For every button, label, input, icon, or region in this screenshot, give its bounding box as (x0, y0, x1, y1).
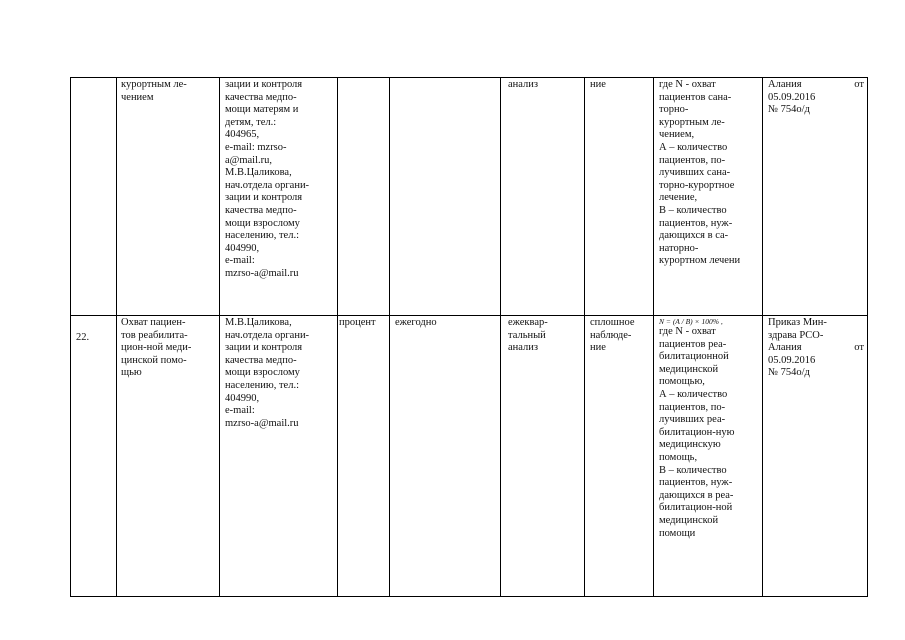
calculation-cell (654, 78, 763, 316)
document-line-3-right: от (854, 342, 864, 354)
indicator-name-cell: курортным ле- чением (117, 78, 220, 316)
calculation-text: где N - охват пациентов сана- торно- курортным ле- чением, А – количество пациентов, по- лучивших сана- торно-курортное лечение, В – количество пациентов, нуж- дающихся в са- наторно- курортном лечени (659, 79, 741, 267)
reporting-cell: ежеквар- тальный анализ (501, 316, 585, 597)
table-row (71, 316, 868, 597)
document-rest: 05.09.2016 № 754о/д (768, 354, 816, 379)
unit-cell (338, 78, 390, 316)
reporting-cell: анализ (501, 78, 585, 316)
periodicity-cell: ежегодно (390, 316, 501, 597)
document-cell (763, 316, 868, 597)
document-line-3: Алания (768, 342, 802, 354)
row-number-cell (71, 78, 117, 316)
document-line-1: Приказ Мин- (768, 317, 827, 328)
document-line-1: Алания (768, 79, 802, 90)
table-row (71, 78, 868, 316)
document-line-3-row (768, 342, 864, 355)
formula: N = (A / B) × 100% , (659, 317, 723, 326)
calculation-cell (654, 316, 763, 597)
unit-cell: процент (338, 316, 390, 597)
indicators-table (70, 77, 868, 597)
calculation-text: где N - охват пациентов реа- билитационной медицинской помощью, А – количество пациентов, по- лучивших реа- билитацион-ную медицинскую помощь, В – количество пациентов, нуж- дающихся в реа- билитацион-ной медицинской помощи (659, 326, 735, 539)
method-cell: сплошное наблюде- ние (585, 316, 654, 597)
document-line-2: здрава РСО- (768, 329, 824, 341)
document-cell (763, 78, 868, 316)
periodicity-cell (390, 78, 501, 316)
document-line-1-right: от (854, 79, 864, 90)
document-first-line (768, 79, 864, 92)
indicator-name-cell: Охват пациен- тов реабилита- цион-ной меди- цинской помо- щью (117, 316, 220, 597)
row-number-cell: 22. (71, 316, 117, 597)
responsible-cell: М.В.Цаликова, нач.отдела органи- зации и контроля качества медпо- мощи взрослому населению, тел.: 404990, e-mail: mzrso-a@mail.ru (220, 316, 338, 597)
document-rest: 05.09.2016 № 754о/д (768, 91, 816, 116)
responsible-cell: зации и контроля качества медпо- мощи матерям и детям, тел.: 404965, e-mail: mzrso- a@mail.ru, М.В.Цаликова, нач.отдела органи- зации и контроля качества медпо- мощи взрослому населению, тел.: 404990, e-mail: mzrso-a@mail.ru (220, 78, 338, 316)
method-cell: ние (585, 78, 654, 316)
document-line-1-row (768, 317, 864, 330)
